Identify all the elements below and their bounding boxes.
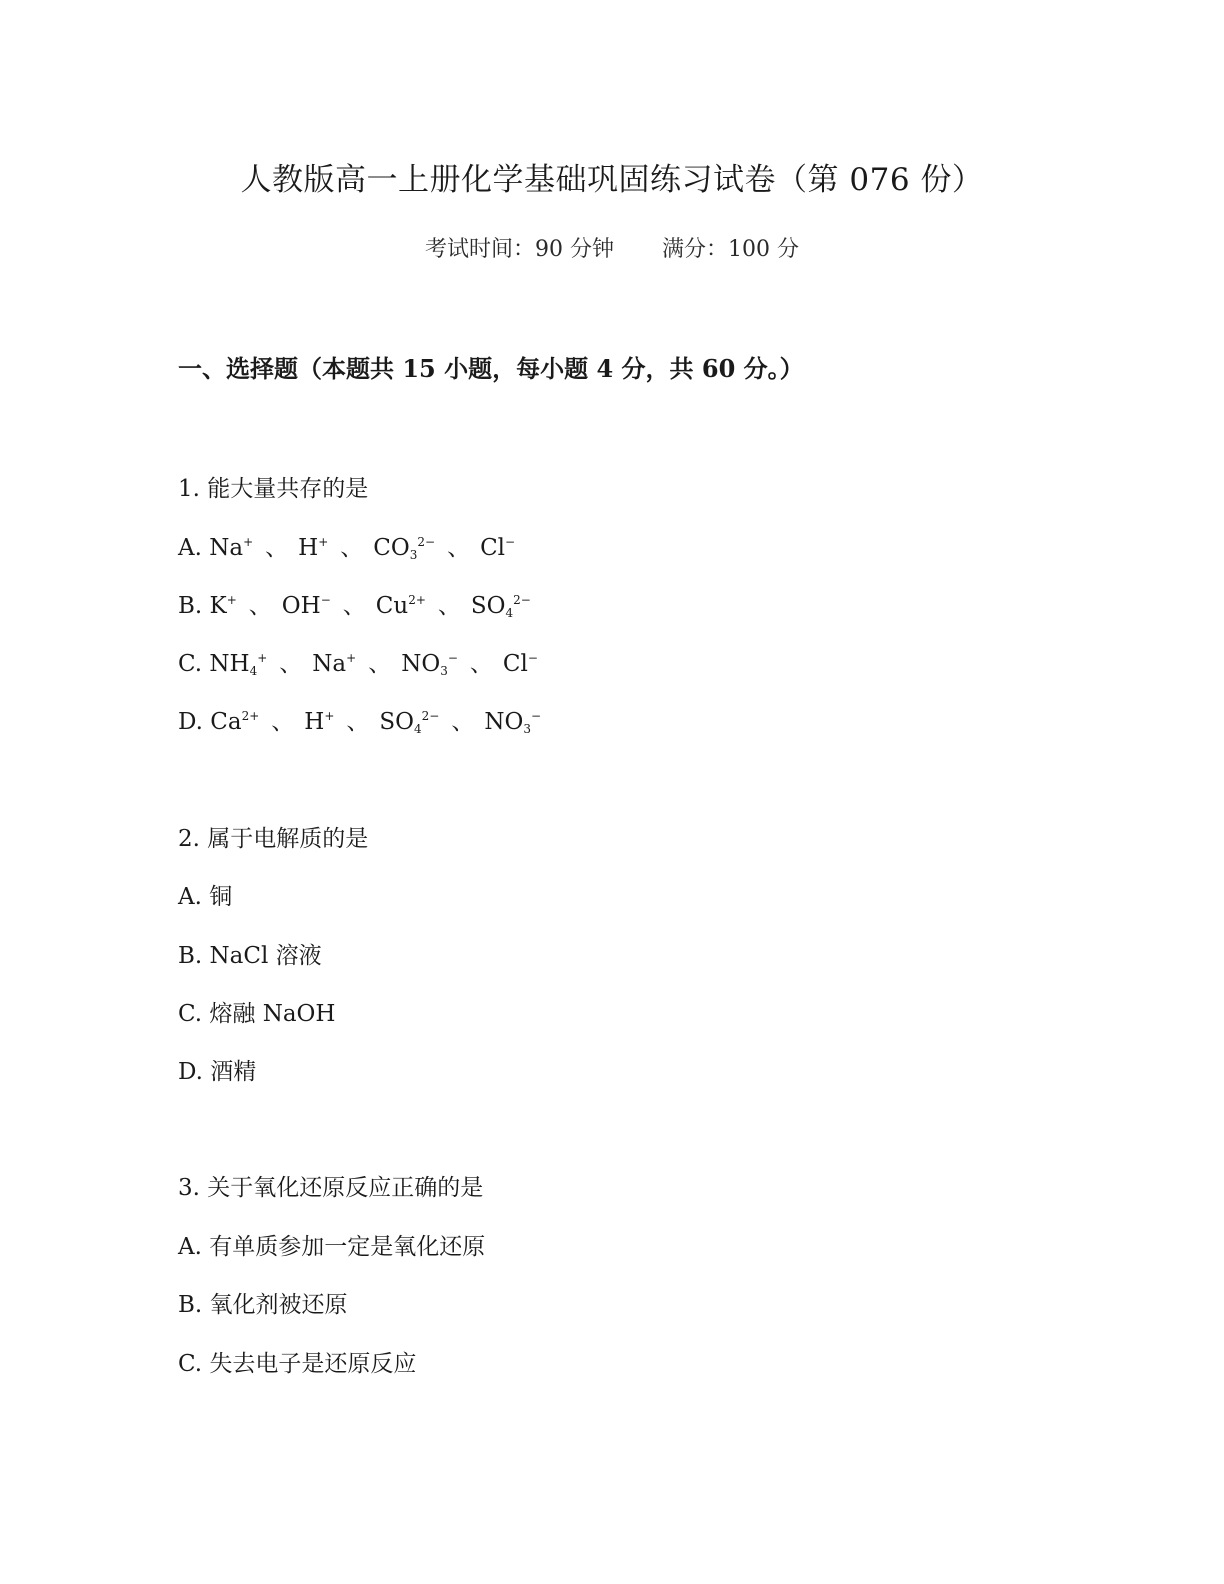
ion: H+: [298, 535, 329, 561]
question-3-stem: 3. 关于氧化还原反应正确的是: [178, 1175, 484, 1201]
ion: OH−: [281, 593, 331, 619]
ion: $NO_3^-$: [484, 709, 542, 736]
ion: Na+: [209, 535, 254, 561]
ion: $CO_3^{2-}$: [373, 535, 436, 562]
ion: K+: [209, 593, 237, 619]
exam-time: 考试时间：90 分钟: [425, 237, 614, 262]
ion: $SO_4^{2-}$: [379, 709, 440, 736]
question-2-option-d: D. 酒精: [178, 1059, 257, 1085]
question-2-option-a: A. 铜: [178, 884, 233, 910]
question-1-option-d: D. $Ca^{2+}$ 、 H+ 、 $SO_4^{2-}$ 、 $NO_3^-$: [178, 709, 542, 736]
option-label: D.: [178, 709, 203, 735]
ion: H+: [304, 709, 335, 735]
ion: Cl−: [502, 651, 538, 677]
section-heading: 一、选择题（本题共 15 小题，每小题 4 分，共 60 分。）: [178, 354, 804, 383]
question-3-option-c: C. 失去电子是还原反应: [178, 1351, 417, 1377]
option-label: A.: [178, 535, 202, 561]
question-1-stem: 1. 能大量共存的是: [178, 476, 369, 502]
exam-full-score: 满分：100 分: [662, 237, 799, 262]
ion: $SO_4^{2-}$: [470, 593, 531, 620]
question-2-option-b: B. NaCl 溶液: [178, 943, 322, 969]
question-1-option-b: B. K+ 、 OH− 、 $Cu^{2+}$ 、 $SO_4^{2-}$: [178, 593, 531, 620]
exam-info: [0, 234, 1224, 266]
option-label: B.: [178, 593, 203, 619]
question-2-stem: 2. 属于电解质的是: [178, 826, 369, 852]
ion: Cl−: [480, 535, 516, 561]
ion: $Ca^{2+}$: [210, 709, 260, 735]
question-2-option-c: C. 熔融 NaOH: [178, 1001, 336, 1027]
ion: $NO_3^-$: [401, 651, 458, 678]
question-1-option-c: C. $NH_4^+$ 、 Na+ 、 $NO_3^-$ 、 Cl−: [178, 651, 538, 678]
option-label: C.: [178, 651, 203, 677]
ion: $Cu^{2+}$: [375, 593, 426, 619]
question-3-option-b: B. 氧化剂被还原: [178, 1292, 348, 1318]
ion: $NH_4^+$: [209, 651, 268, 678]
question-1-option-a: A. Na+ 、 H+ 、 $CO_3^{2-}$ 、 Cl−: [178, 535, 516, 562]
question-3-option-a: A. 有单质参加一定是氧化还原: [178, 1234, 486, 1260]
exam-title: 人教版高一上册化学基础巩固练习试卷（第 076 份）: [240, 162, 984, 198]
ion: Na+: [312, 651, 357, 677]
